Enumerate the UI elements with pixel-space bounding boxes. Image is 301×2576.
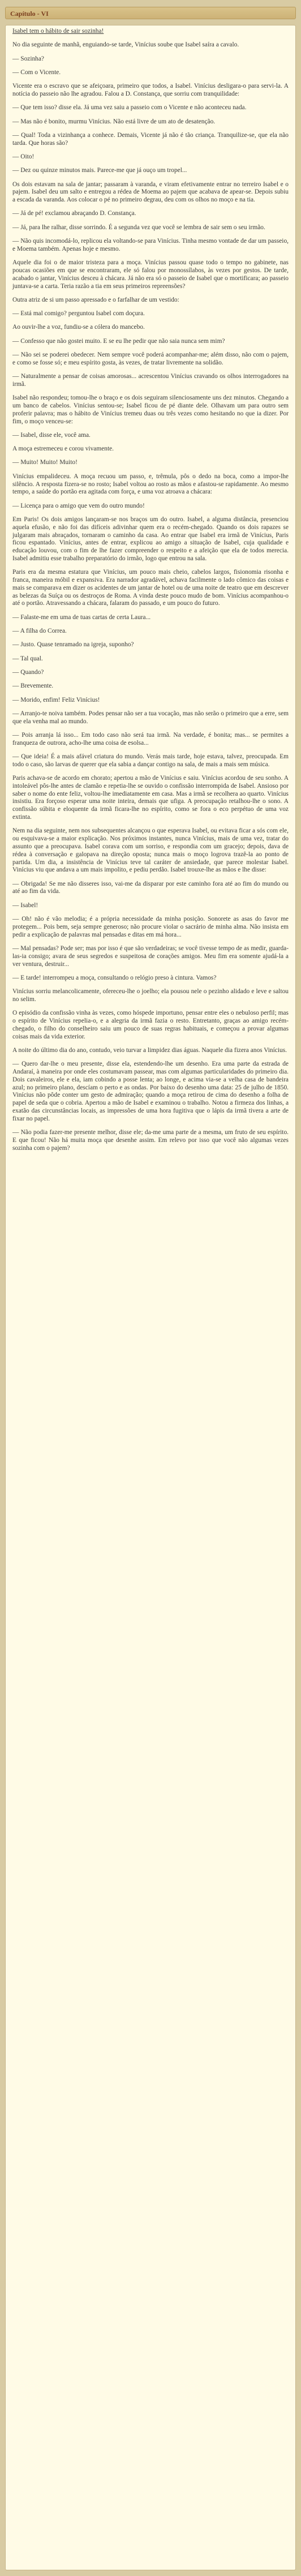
story-paragraph: O episódio da confissão vinha às vezes, como hóspede importuno, pensar entre eles o nebuloso perfil; mas o espírito de Vinícius repelia-o, e a alegria da irmã fazia o resto. Entretanto, graças ao amigo recém-chegado, o filho do conselheiro saiu um pouco de suas regras habituais, e começou a provar algumas coisas mais da vida exterior. bbox=[12, 1010, 289, 1040]
story-paragraph: — Mas não é bonito, murmu Vinícius. Não está livre de um ato de desatenção. bbox=[12, 118, 216, 125]
story-paragraph: — Já, para lhe ralhar, disse sorrindo. É a segunda vez que você se lembra de sair sem o seu irmão. bbox=[12, 224, 265, 231]
story-paragraph: A noite do último dia do ano, contudo, veio turvar a limpidez dias águas. Naquele dia fizera anos Vinícius. bbox=[12, 1046, 287, 1054]
story-paragraph: Isabel tem o hábito de sair sozinha! bbox=[12, 28, 104, 35]
story-paragraph: A moça estremeceu e corou vivamente. bbox=[12, 445, 114, 453]
story-paragraph: — Oh! não é vão melodia; é a própria necessidade da minha posição. Sonorete as asas do favor me protegem... Pois bem, seja sempre generoso; não procure violar o sacrário de minha alma. Não insista em pedir a explicação de palavras mal pensadas e ditas em má hora... bbox=[12, 916, 289, 938]
story-paragraph: — Qual! Toda a vizinhança a conhece. Demais, Vicente já não é tão criança. Tranquilize-se, que ela não tarda. Que horas são? bbox=[12, 131, 289, 147]
story-paragraph: — Que ideia! É a mais afável criatura do mundo. Verás mais tarde, hoje estava, talvez, preocupada. Em todo o caso, são larvas de querer que ela sabia a dançar contigo na sala, de mais a mais sem música. bbox=[12, 753, 289, 768]
story-paragraph: — Mal pensadas? Pode ser; mas por isso é que são verdadeiras; se você tivesse tempo de as medir, guarda-las-ia consigo; avara de seus segredos e suspeitosa de corações amigos. Meu fim era somente ajudá-la a ver ventura, destruir... bbox=[12, 944, 289, 968]
story-paragraph: — Naturalmente a pensar de coisas amorosas... acrescentou Vinícius cravando os olhos interrogadores na irmã. bbox=[12, 373, 289, 388]
story-paragraph: Paris era da mesma estatura que Vinícius, um pouco mais cheio, cabelos largos, fisionomia risonha e franca, maneira móbil e expansiva. Era narrador agradável, achava facilmente o lado cômico das coisas e mais se comparava em dizer os acidentes de um jantar de hotel ou de uma noite de teatro que em descrever as belezas da Suíça ou os destroços de Roma. A vinda deste pouco mudo de bom. Vinícius acompanhou-o até o portão. Atravessando a chácara, falaram do passado, e um pouco do futuro. bbox=[12, 569, 289, 607]
story-paragraph: — Licença para o amigo que vem do outro mundo! bbox=[12, 502, 145, 509]
story-paragraph: — Tal qual. bbox=[12, 655, 43, 662]
story-paragraph: Outra atriz de si um passo apressado e o farfalhar de um vestido: bbox=[12, 296, 179, 303]
story-paragraph: — Isabel! bbox=[12, 901, 38, 909]
story-paragraph: Isabel não respondeu; tomou-lhe o braço e os dois seguiram silenciosamente uns dez minutos. Chegando a um banco de cabelos. Vinícius sentou-se; Isabel ficou de pé diante dele. Olhavam um para outro sem proferir palavra; mas o hábito de Vinícius tremeu duas ou três vezes como hesitando no que ia dizer. Por fim, o moço venceu-se: bbox=[12, 394, 289, 425]
story-paragraph: Paris achava-se de acordo em chorato; apertou a mão de Vinícius e saiu. Vinícius acordou de seu sonho. A intoleável pôs-lhe antes de clamão e repetia-lhe se ouvido o confissão interrompida de Isabel. Ansioso por saber o nome do ente feliz, voltou-lhe imediatamente em casa. Mas a irmã se recolhera ao quarto. Vinícius insistiu. Era forçoso esperar uma noite inteira, demais que ufiga. A preocupação retalhou-lhe o sono. A confissão súbita e eloquente da irmã ficara-lhe no espírito, como se fora o eco perpétuo de uma voz extinta. bbox=[12, 775, 289, 821]
story-paragraph: Ao ouvir-lhe a voz, fundiu-se a cólera do mancebo. bbox=[12, 324, 145, 331]
story-paragraph: — Isabel, disse ele, você ama. bbox=[12, 431, 91, 439]
story-paragraph: Os dois estavam na sala de jantar; passaram à varanda, e viram efetivamente entrar no terreiro Isabel e o pajem. Isabel deu um salto e entregou a rédea de Moema ao pajem que acabava de apear-se. Depois subiu a escada da varanda. Aos colocar o pé no primeiro degrau, deu com os olhos no moço e na tia. bbox=[12, 181, 289, 204]
story-paragraph: — Já de pé! exclamou abraçando D. Constança. bbox=[12, 210, 136, 217]
story-paragraph: Nem na dia seguinte, nem nos subsequentes alcançou o que esperava Isabel, ou evitava ficar a sós com ele, ou esquivava-se a maior explicação. Nos próximos instantes, nunca Vinícius, mais de uma vez, tratar do assunto que a preocupava. Isabel corava com um sorriso, e respondia com um gracejo; depois, dava de rédea à conversação e galopava na direção oposta; nunca mais o moço logrova trazê-la ao ponto de partida. Um dia, a insistência de Vinícius teve tal caráter de ansiedade, que parece molestar Isabel. Vinícius viu que andava a um mais impolito, e pediu perdão. Isabel trouxe-lhe as mãos e lhe disse: bbox=[12, 827, 289, 874]
story-paragraph: — E tarde! interrompeu a moça, consultando o relógio preso à cintura. Vamos? bbox=[12, 974, 217, 981]
story-paragraph: — Quando? bbox=[12, 668, 44, 676]
story-paragraph: — Não podia fazer-me presente melhor, disse ele; da-me uma parte de a mesma, um fruto de seu espírito. E que ficou! Não há muita moça que desenhe assim. Em relevo por isso que você não algumas vezes sozinha com o pajem? bbox=[12, 1129, 289, 1152]
story-paragraph: — Justo. Quase tenramado na igreja, suponho? bbox=[12, 641, 134, 649]
story-paragraph: — Falaste-me em uma de tuas cartas de certa Laura... bbox=[12, 613, 151, 621]
story-paragraph: No dia seguinte de manhã, enguiando-se tarde, Vinícius soube que Isabel saíra a cavalo. bbox=[12, 41, 239, 49]
story-paragraph: Vinícius sorriu melancolicamente, ofereceu-lhe o joelho; ela pousou nele o pezinho alidado e leve e saltou no selim. bbox=[12, 988, 289, 1003]
story-paragraph: — Não quis incomodá-lo, replicou ela voltando-se para Vinícius. Tinha mesmo vontade de dar um passeio, e Moema também. Apenas hoje e mesmo. bbox=[12, 238, 289, 252]
story-text-box bbox=[5, 25, 296, 2570]
story-paragraph: Vinícius empalideceu. A moça recuou um passo, e, trêmula, pôs o dedo na boca, como a impor-lhe silêncio. A resposta fizera-se no rosto; Isabel voltou ao rosto as mãos e afastou-se rapidamente. Ao mesmo tempo, a saúde do portão era agitada com força, e uma voz atroava a chácara: bbox=[12, 473, 289, 496]
story-paragraph: Aquele dia foi o de maior tristeza para a moça. Vinícius passou quase todo o tempo no gabinete, nas poucas ocasiões em que se encontraram, ele só falou por monossílabos, às vezes por gestos. De tarde, acabado o jantar, Vinícius desceu à chácara. Já não era só o passeio de Isabel que o mortificara; ao passeio juntava-se a carta. Teria razão a tia em seus primeiros repreensões? bbox=[12, 259, 289, 290]
story-paragraph: — A filha do Correa. bbox=[12, 628, 67, 635]
story-paragraph: — Morido, enfim! Feliz Vinícius! bbox=[12, 696, 100, 703]
story-paragraph: — Sozinha? bbox=[12, 55, 44, 62]
story-paragraph: — Arranjo-te noiva também. Podes pensar não ser a tua vocação, mas não serão o primeiro que a erre, sem que ela venha mal ao mundo. bbox=[12, 710, 289, 725]
story-paragraph: — Dez ou quinze minutos mais. Parece-me que já ouço um tropel... bbox=[12, 167, 187, 174]
story-paragraph: — Obrigada! Se me não disseres isso, vai-me da disparar por este caminho fora até ao fim do mundo ou até ao fim da vida. bbox=[12, 880, 289, 895]
story-paragraph: — Brevemente. bbox=[12, 682, 54, 690]
story-paragraph: — Que tem isso? disse ela. Já uma vez saiu a passeio com o Vicente e não aconteceu nada. bbox=[12, 104, 247, 111]
story-paragraph: — Pois arranja lá isso... Em todo caso não será tua irmã. Na verdade, é bonita; mas... se permites a franqueza de outrora, acho-lhe uma coisa de esolsa... bbox=[12, 731, 289, 746]
story-paragraph: — Com o Vicente. bbox=[12, 68, 61, 76]
story-paragraph: — Não sei se poderei obedecer. Nem sempre você poderá acompanhar-me; além disso, não com o pajem, e como se fosse só; e meu espírito gosta, às vezes, de tratar livremente na solidão. bbox=[12, 351, 289, 366]
story-paragraph: — Quero dar-lhe o meu presente, disse ela, estendendo-lhe um desenho. Era uma parte da estrada de Andaraí, à maneira por onde eles costumavam passear, mas com algumas particularidades do primeiro dia. Dois cavaleiros, ele e ela, iam cobindo a posse lenta; ao longe, e acima via-se a velha casa de bandeira azul; no primeiro plano, descíam o perto e as ondas. Por baixo do desenho uma data: 25 de julho de 1850. Vinícius não pôde conter um gesto de admiração; quando a moça retirou de cima do desenho a folha de papel de seda que o cobria. Apertou a mão de Isabel e examinou o trabalho. Notou a firmeza dos linhas, a exatão das circunstâncias locais, as impressões de uma hora fugitiva que o lápis da irmã tivera a arte de fixar no papel. bbox=[12, 1061, 289, 1122]
story-paragraph: — Confesso que não gostei muito. E se eu lhe pedir que não saia nunca sem mim? bbox=[12, 337, 225, 345]
chapter-title: Capítulo - VI bbox=[5, 7, 296, 19]
story-paragraph: — Está mal comigo? perguntou Isabel com doçura. bbox=[12, 310, 145, 317]
story-paragraph: — Muito! Muito! Muito! bbox=[12, 459, 78, 466]
story-paragraph: Em Paris! Os dois amigos lançaram-se nos braços um do outro. Isabel, a alguma distância, presenciou aquela efusão, e não foi das difíceis adivinhar quem era o recém-chegado. Quando os dois rapazes se julgaram mais abraçados, tornaram o caminho da casa. Ao entrar que Isabel era irmã de Vinícius, Paris ficou espantado. Vinícius, antes de entrar, explicou ao amigo a situação de Isabel, cuja qualidade e educação louvou, com o fim de lhe fazer compreender o respeito e a afeição que ela de todos merecia. Isabel admitiu esse trabalho preparatório do irmão, logo que entrou na sala. bbox=[12, 516, 289, 562]
story-paragraph: — Oito! bbox=[12, 153, 35, 160]
story-paragraph: Vicente era o escravo que se afeiçoara, primeiro que todos, a Isabel. Vinícius desligara-o para servi-la. A notícia do passeio não lhe agradou. Falou a D. Constança, que sorriu com tranquilidade: bbox=[12, 83, 289, 97]
